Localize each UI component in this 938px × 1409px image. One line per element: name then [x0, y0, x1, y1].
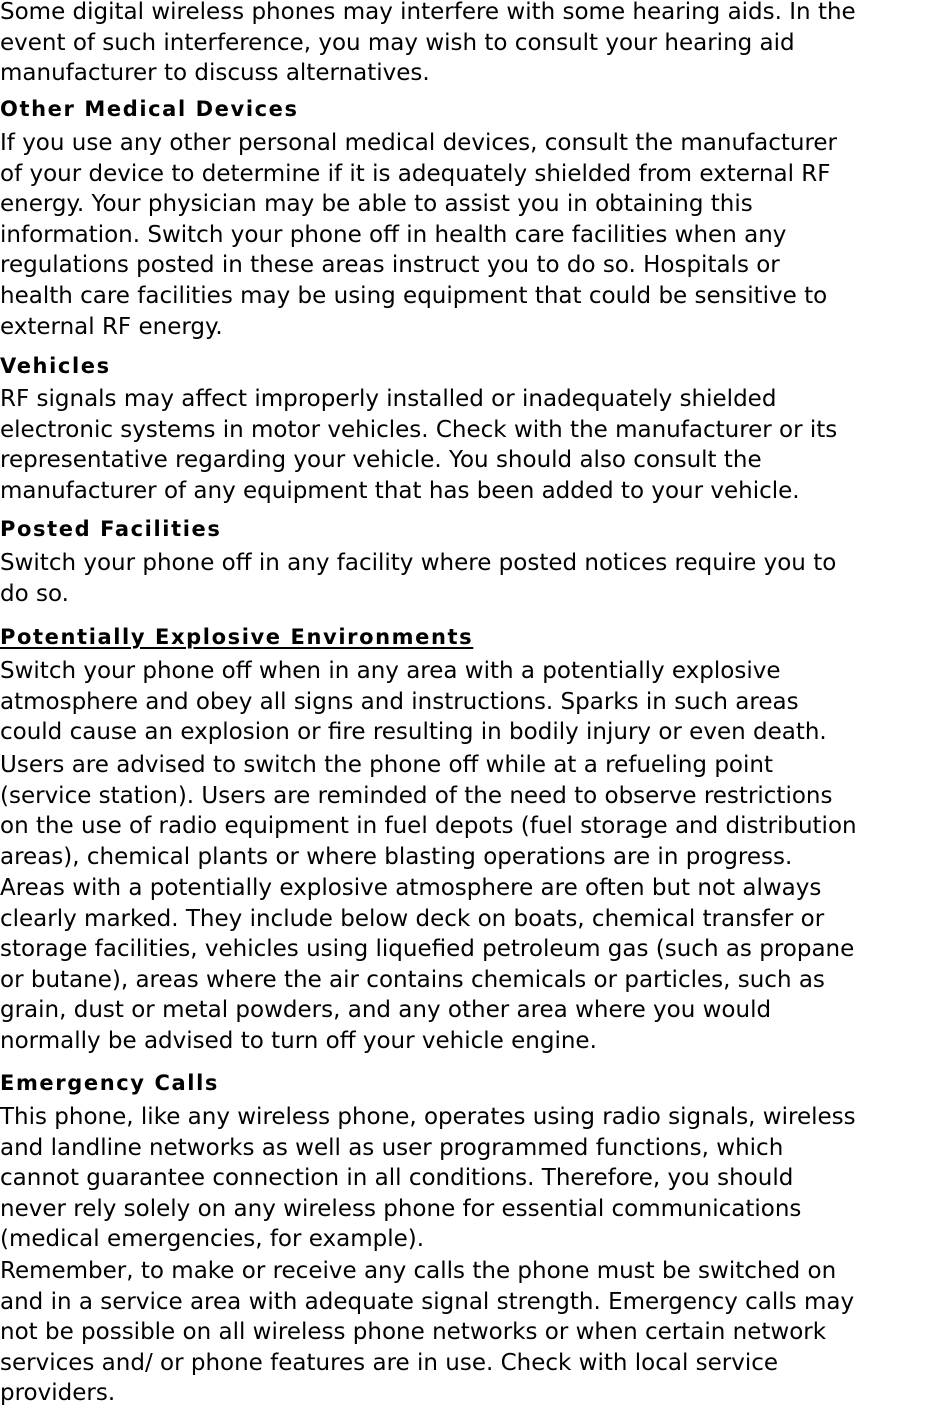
text-line: on the use of radio equipment in fuel depots (fuel storage and distribution — [0, 813, 857, 840]
explosive-paragraph-3 — [0, 873, 938, 1057]
text-line: information. Switch your phone off in health care facilities when any — [0, 221, 787, 248]
heading-vehicles: Vehicles — [0, 354, 111, 378]
text-line: Areas with a potentially explosive atmosphere are often but not always — [0, 875, 822, 901]
text-line: Switch your phone off in any facility where posted notices require you to — [0, 550, 837, 576]
explosive-paragraph-2 — [0, 750, 938, 872]
text-line: This phone, like any wireless phone, operates using radio signals, wireless — [0, 1104, 856, 1130]
text-line: RF signals may affect improperly installed or inadequately shielded — [0, 386, 777, 412]
text-line: energy. Your physician may be able to assist you in obtaining this — [0, 191, 753, 218]
text-line: areas), chemical plants or where blasting operations are in progress. — [0, 843, 793, 870]
text-line: grain, dust or metal powders, and any other area where you would — [0, 997, 772, 1024]
text-line: electronic systems in motor vehicles. Check with the manufacturer or its — [0, 416, 838, 443]
text-line: manufacturer of any equipment that has been added to your vehicle. — [0, 477, 800, 504]
text-line: atmosphere and obey all signs and instructions. Sparks in such areas — [0, 688, 799, 715]
text-line: Switch your phone off when in any area with a potentially explosive — [0, 658, 781, 684]
vehicles-paragraph — [0, 384, 938, 506]
emergency-paragraph-2 — [0, 1256, 938, 1409]
text-line: never rely solely on any wireless phone for essential communications — [0, 1195, 802, 1222]
text-line: services and/ or phone features are in use. Check with local service — [0, 1349, 779, 1376]
text-line: providers. — [0, 1380, 116, 1407]
text-line: not be possible on all wireless phone networks or when certain network — [0, 1319, 827, 1346]
text-line: event of such interference, you may wish to consult your hearing aid — [0, 29, 795, 56]
text-line: clearly marked. They include below deck on boats, chemical transfer or — [0, 905, 825, 932]
heading-other-medical-devices: Other Medical Devices — [0, 97, 299, 121]
intro-paragraph — [0, 0, 938, 89]
text-line: Remember, to make or receive any calls the phone must be switched on — [0, 1258, 837, 1284]
explosive-paragraph-1 — [0, 656, 938, 748]
text-line: regulations posted in these areas instruct you to do so. Hospitals or — [0, 252, 780, 279]
text-line: (service station). Users are reminded of the need to observe restrictions — [0, 782, 833, 809]
text-line: health care facilities may be using equipment that could be sensitive to — [0, 282, 828, 309]
heading-emergency-calls: Emergency Calls — [0, 1071, 219, 1095]
posted-facilities-paragraph — [0, 548, 938, 609]
text-line: (medical emergencies, for example). — [0, 1226, 425, 1253]
text-line: If you use any other personal medical devices, consult the manufacturer — [0, 130, 838, 156]
text-line: Users are advised to switch the phone off while at a refueling point — [0, 752, 773, 778]
text-line: could cause an explosion or fire resulting in bodily injury or even death. — [0, 719, 827, 746]
heading-potentially-explosive-environments: Potentially Explosive Environments — [0, 625, 474, 649]
other-medical-paragraph — [0, 128, 938, 342]
text-line: and landline networks as well as user programmed functions, which — [0, 1134, 784, 1161]
text-line: and in a service area with adequate signal strength. Emergency calls may — [0, 1288, 855, 1315]
text-line: storage facilities, vehicles using liquefied petroleum gas (such as propane — [0, 936, 855, 963]
text-line: or butane), areas where the air contains chemicals or particles, such as — [0, 966, 825, 993]
text-line: do so. — [0, 580, 69, 607]
text-line: cannot guarantee connection in all conditions. Therefore, you should — [0, 1165, 794, 1192]
text-line: of your device to determine if it is adequately shielded from external RF — [0, 160, 831, 187]
text-line: representative regarding your vehicle. You should also consult the — [0, 447, 762, 474]
text-line: manufacturer to discuss alternatives. — [0, 60, 430, 87]
text-line: Some digital wireless phones may interfere with some hearing aids. In the — [0, 0, 856, 25]
heading-posted-facilities: Posted Facilities — [0, 517, 222, 541]
text-line: external RF energy. — [0, 313, 223, 340]
emergency-paragraph-1 — [0, 1102, 938, 1255]
text-line: normally be advised to turn off your vehicle engine. — [0, 1027, 597, 1054]
